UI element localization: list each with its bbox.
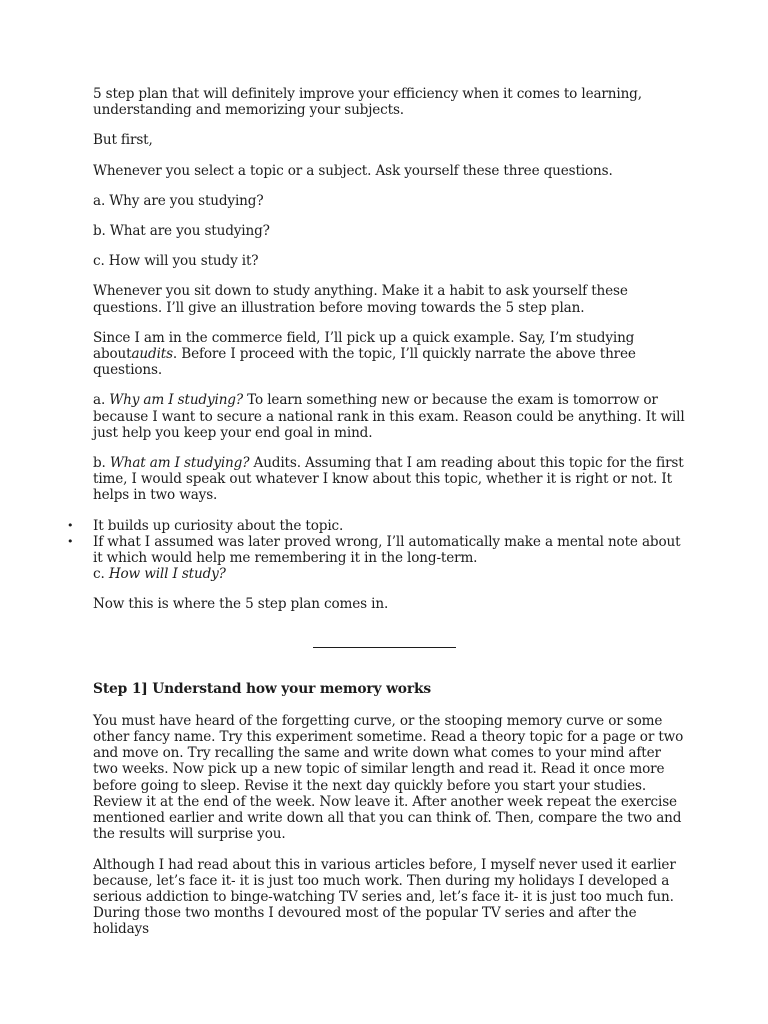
answer-c-label: c. bbox=[93, 566, 109, 583]
example-text-post: . Before I proceed with the topic, I’ll quickly narrate the above three questions. bbox=[93, 346, 636, 379]
answer-a-text: To learn something new or because the exam is tomorrow or because I want to secure a national rank in this exam. Reason could be anything. It will just help you keep your end goal in mind. bbox=[93, 392, 685, 441]
answer-b-paragraph bbox=[93, 455, 687, 504]
answer-c-question: How will I study? bbox=[108, 566, 226, 583]
questions-intro-paragraph: Whenever you select a topic or a subject. Ask yourself these three questions. bbox=[93, 162, 613, 179]
bullet-item: • It builds up curiosity about the topic. bbox=[93, 518, 687, 534]
bullet-item: • If what I assumed was later proved wrong, I’ll automatically make a mental note about it which would help me remembering it in the long-term. bbox=[93, 534, 687, 566]
question-a: a. Why are you studying? bbox=[93, 192, 264, 209]
document-page bbox=[93, 86, 687, 952]
example-emphasis: audits bbox=[131, 346, 173, 363]
question-c: c. How will you study it? bbox=[93, 253, 259, 270]
step1-heading: Step 1] Understand how your memory works bbox=[93, 680, 431, 697]
answer-a-paragraph bbox=[93, 392, 687, 441]
question-b: b. What are you studying? bbox=[93, 223, 270, 240]
example-text-pre: Since I am in the commerce field, I’ll pick up a quick example. Say, I’m studying about bbox=[93, 329, 635, 363]
answer-c-paragraph bbox=[93, 566, 687, 582]
answer-a-question: Why am I studying? bbox=[109, 392, 243, 409]
transition-paragraph: Now this is where the 5 step plan comes in. bbox=[93, 596, 389, 613]
but-first-paragraph: But first, bbox=[93, 132, 153, 149]
answer-a-label: a. bbox=[93, 392, 110, 409]
bullet-list bbox=[93, 518, 687, 567]
step1-paragraph-2: Although I had read about this in various articles before, I myself never used it earlier because, let’s face it- it is just too much work. Then during my holidays I developed a serious addiction to binge-watching TV series and, let’s face it- it is just too much fun. During those two months I devoured most of the popular TV series and after the holidays bbox=[93, 856, 676, 938]
intro-paragraph: 5 step plan that will definitely improve your efficiency when it comes to learning, understanding and memorizing your subjects. bbox=[93, 86, 642, 119]
example-paragraph bbox=[93, 330, 687, 379]
answer-b-question: What am I studying? bbox=[109, 455, 250, 472]
habit-paragraph: Whenever you sit down to study anything. Make it a habit to ask yourself these questions. I’ll give an illustration before moving towards the 5 step plan. bbox=[93, 283, 628, 316]
answer-b-text: Audits. Assuming that I am reading about this topic for the first time, I would speak out whatever I know about this topic, whether it is right or not. It helps in two ways. bbox=[93, 455, 684, 504]
step1-paragraph-1: You must have heard of the forgetting curve, or the stooping memory curve or some other fancy name. Try this experiment sometime. Read a theory topic for a page or two and move on. Try recalling the same and write down what comes to your mind after two weeks. Now pick up a new topic of similar length and read it. Read it once more before going to sleep. Revise it the next day quickly before you start your studies. Review it at the end of the week. Now leave it. After another week repeat the exercise mentioned earlier and write down all that you can think of. Then, compare the two and the results will surprise you. bbox=[93, 712, 684, 843]
section-divider bbox=[313, 647, 456, 648]
answer-b-label: b. bbox=[93, 455, 110, 472]
